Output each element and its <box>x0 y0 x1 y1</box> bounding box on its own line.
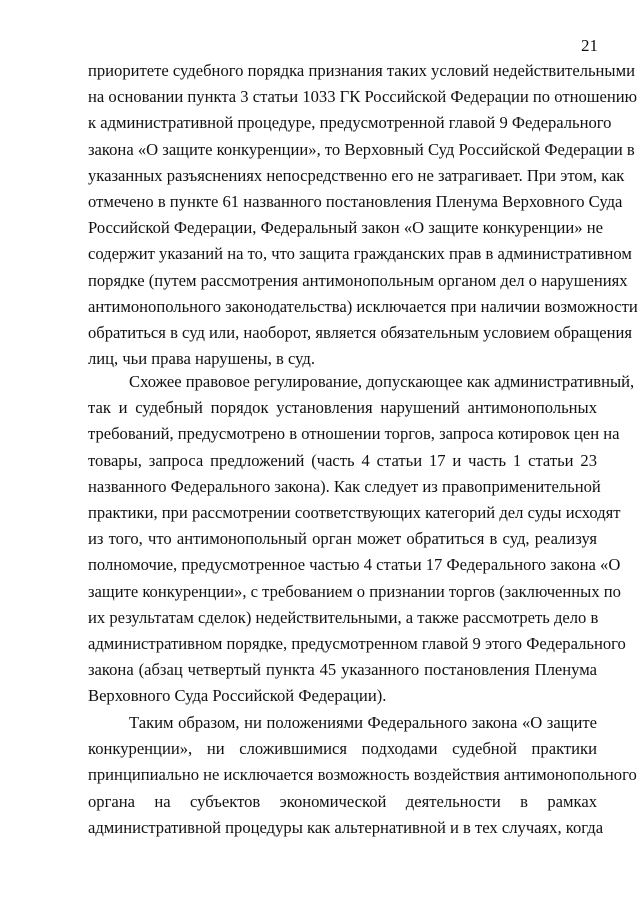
paragraph-line: из того, что антимонопольный орган может обратиться в суд, реализуя <box>88 529 597 549</box>
paragraph-line: на основании пункта 3 статьи 1033 ГК Российской Федерации по отношению <box>88 87 638 107</box>
paragraph-1 <box>88 58 638 372</box>
paragraph-line: названного Федерального закона). Как следует из правоприменительной <box>88 476 601 496</box>
paragraph-line: конкуренции», ни сложившимися подходами судебной практики <box>88 739 597 759</box>
paragraph-line: закона «О защите конкуренции», то Верховный Суд Российской Федерации в <box>88 139 635 159</box>
paragraph-line: порядке (путем рассмотрения антимонопольным органом дел о нарушениях <box>88 270 628 290</box>
paragraph-line: их результатам сделок) недействительными, а также рассмотреть дело в <box>88 607 599 627</box>
page-number: 21 <box>581 36 598 55</box>
paragraph-line: практики, при рассмотрении соответствующих категорий дел суды исходят <box>88 502 621 522</box>
paragraph-line: административном порядке, предусмотренном главой 9 этого Федерального <box>88 633 626 653</box>
paragraph-2 <box>88 369 635 709</box>
paragraph-line: обратиться в суд или, наоборот, является обязательным условием обращения <box>88 322 632 342</box>
paragraph-line: содержит указаний на то, что защита гражданских прав в административном <box>88 244 632 264</box>
paragraph-line: Верховного Суда Российской Федерации). <box>88 686 387 706</box>
paragraph-line: полномочие, предусмотренное частью 4 статьи 17 Федерального закона «О <box>88 555 621 575</box>
paragraph-line: административной процедуры как альтернативной и в тех случаях, когда <box>88 817 604 837</box>
paragraph-line: требований, предусмотрено в отношении торгов, запроса котировок цен на <box>88 424 620 444</box>
paragraph-line: так и судебный порядок установления нарушений антимонопольных <box>88 398 597 418</box>
paragraph-line: закона (абзац четвертый пункта 45 указанного постановления Пленума <box>88 660 597 680</box>
paragraph-line: товары, запроса предложений (часть 4 статьи 17 и часть 1 статьи 23 <box>88 450 597 470</box>
paragraph-3 <box>88 710 637 841</box>
paragraph-line: лиц, чьи права нарушены, в суд. <box>88 349 316 369</box>
paragraph-line: указанных разъяснениях непосредственно его не затрагивает. При этом, как <box>88 165 625 185</box>
paragraph-line: отмечено в пункте 61 названного постановления Пленума Верховного Суда <box>88 191 623 211</box>
paragraph-line: приоритете судебного порядка признания таких условий недействительными <box>88 61 635 80</box>
paragraph-line: защите конкуренции», с требованием о признании торгов (заключенных по <box>88 581 621 601</box>
paragraph-line: Российской Федерации, Федеральный закон «О защите конкуренции» не <box>88 218 603 238</box>
paragraph-line: принципиально не исключается возможность воздействия антимонопольного <box>88 765 637 785</box>
paragraph-line: Схожее правовое регулирование, допускающее как административный, <box>129 372 635 391</box>
paragraph-line: органа на субъектов экономической деятельности в рамках <box>88 791 597 811</box>
paragraph-line: к административной процедуре, предусмотренной главой 9 Федерального <box>88 113 612 133</box>
paragraph-line: антимонопольного законодательства) исключается при наличии возможности <box>88 296 638 316</box>
paragraph-line: Таким образом, ни положениями Федерального закона «О защите <box>129 713 597 732</box>
